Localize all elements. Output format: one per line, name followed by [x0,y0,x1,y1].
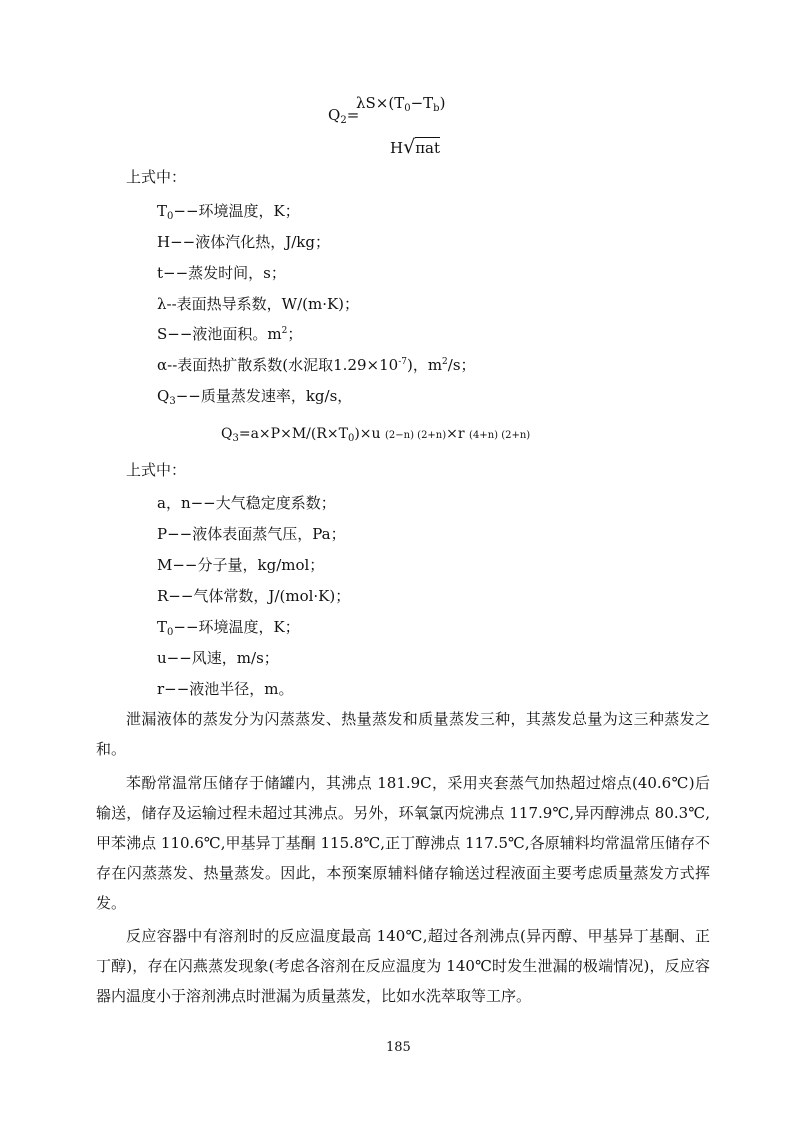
where-label-2: 上式中： [126,461,187,479]
def-h: H−−液体汽化热，J/kg； [157,233,330,251]
def-t: t−−蒸发时间，s； [157,264,286,282]
page-number: 185 [386,1040,411,1055]
def-t0-2: $T_0--$环境温度，K； [157,618,300,638]
def-q3: $Q_3--$质量蒸发速率，kg/s， [157,387,353,407]
def-u: u−−风速，m/s； [157,649,279,667]
def-t0: $T_0--$环境温度，K； [157,202,300,222]
def-p: P−−液体表面蒸气压，Pa； [157,525,346,543]
formula-q2-numerator: $\lambda S\times(T_0-T_b)$ [356,94,446,114]
formula-q2-lhs: $Q_2=$ [328,106,360,126]
def-s: S−−液池面积。$m^2$； [157,325,303,343]
def-lambda: λ--表面热导系数，W/(m·K)； [157,295,360,313]
formula-q2-denominator: H√πat [390,136,441,158]
def-r: R−−气体常数，J/(mol·K)； [157,587,351,605]
def-m: M−−分子量，kg/mol； [157,556,325,574]
formula-q3: $Q_3=a\times P\times M/(R\times T_0)\times u$ (2−n) (2+n)×r (4+n) (2+n) [221,426,531,444]
paragraph-reactor: 反应容器中有溶剂时的反应温度最高 140℃,超过各剂沸点(异丙醇、甲基异丁基酮、正丁醇)，存在闪燕蒸发现象(考虑各溶剂在反应温度为 140℃时发生泄漏的极端情况)，反应容器内温度小于溶剂沸点时泄漏为质量蒸发，比如水洗萃取等工序。 [96,927,710,1005]
def-a-n: a，n−−大气稳定度系数； [157,494,336,512]
def-alpha: α--表面热扩散系数(水泥取$1.29\times 10^{-7}$)，$m^2/s$； [157,356,476,374]
paragraph-storage: 苯酚常温常压储存于储罐内，其沸点 181.9C，采用夹套蒸气加热超过熔点(40.6℃)后输送，储存及运输过程未超过其沸点。另外，环氧氯丙烷沸点 117.9℃,异丙醇沸点 80.3℃,甲苯沸点 110.6℃,甲基异丁基酮 115.8℃,正丁醇沸点 117.5℃,各原辅料均常温常压储存不存在闪蒸蒸发、热量蒸发。因此，本预案原辅料储存输送过程液面主要考虑质量蒸发方式挥发。 [96,774,710,912]
paragraph-evaporation: 泄漏液体的蒸发分为闪蒸蒸发、热量蒸发和质量蒸发三种，其蒸发总量为这三种蒸发之和。 [96,710,710,758]
def-r-radius: r−−液池半径，m。 [157,680,294,698]
where-label-1: 上式中： [126,168,187,186]
